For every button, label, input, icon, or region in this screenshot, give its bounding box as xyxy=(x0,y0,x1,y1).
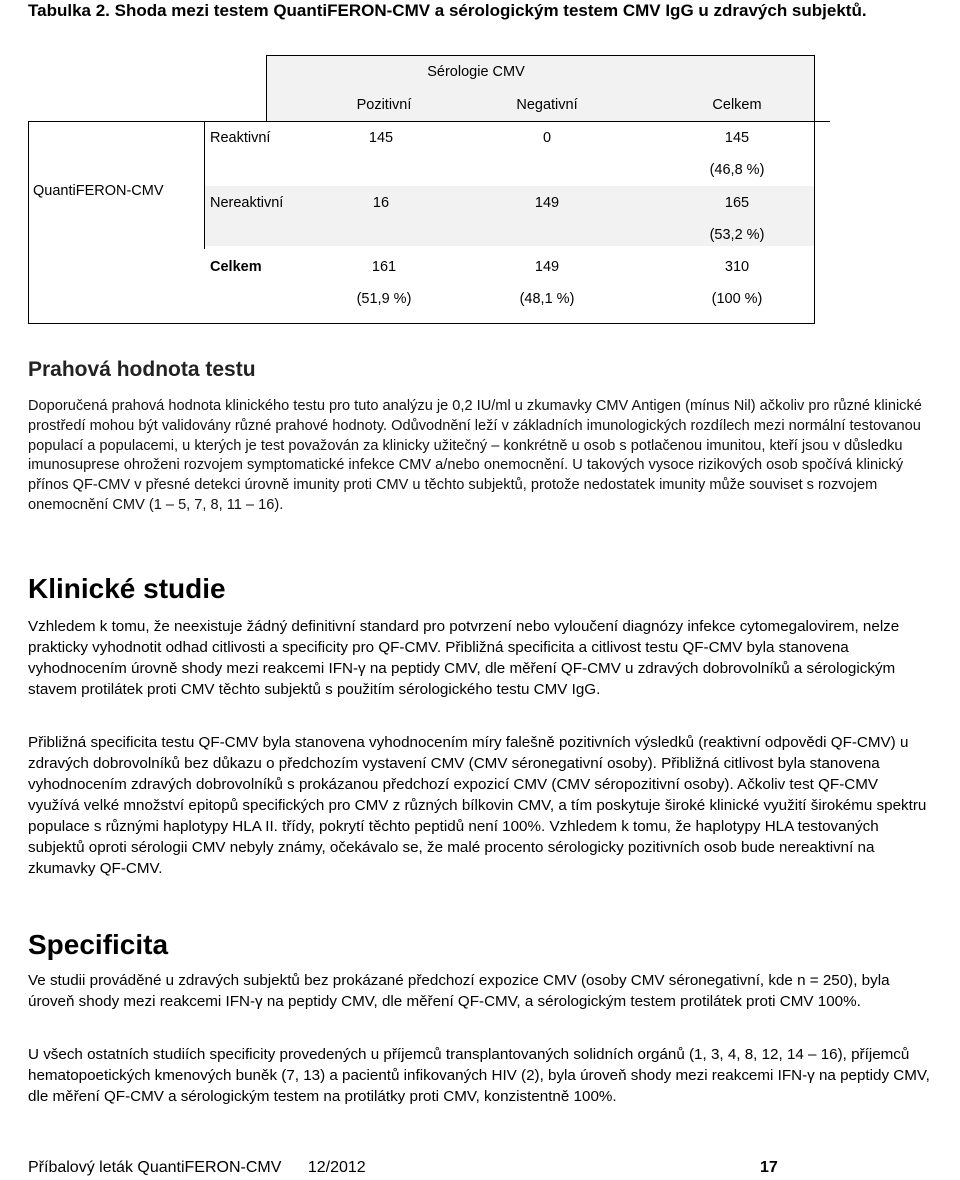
cell-total-total-pct: (100 %) xyxy=(711,291,763,307)
table-caption: Tabulka 2. Shoda mezi testem QuantiFERON-CMV a sérologickým testem CMV IgG u zdravých subjektů. xyxy=(28,1,867,20)
specificity-heading: Specificita xyxy=(28,929,169,960)
col-header-total: Celkem xyxy=(712,97,762,113)
row-label-total: Celkem xyxy=(210,259,262,275)
row-label-nonreactive: Nereaktivní xyxy=(210,195,284,211)
cell-reactive-total-pct: (46,8 %) xyxy=(709,162,765,178)
table-bottom-border xyxy=(28,323,815,324)
serology-header: Sérologie CMV xyxy=(427,64,525,80)
col-header-positive: Pozitivní xyxy=(356,97,412,113)
page-number: 17 xyxy=(760,1159,778,1176)
specificity-paragraph-2: U všech ostatních studiích specificity provedených u příjemců transplantovaných solidních orgánů (1, 3, 4, 8, 12, 14 – 16), příjemců hematopoetických kmenových buněk (7, 13) a pacientů infikovaných HIV (2), byla úroveň shody mezi reakcemi IFN-γ na peptidy CMV, dle měření QF-CMV a sérologickým testem na protilátky proti CMV, konzistentně 100%. xyxy=(28,1046,930,1105)
agreement-table xyxy=(0,0,960,330)
cell-reactive-total: 145 xyxy=(724,130,750,146)
cell-total-total: 310 xyxy=(724,259,750,275)
clinical-paragraph-2: Přibližná specificita testu QF-CMV byla stanovena vyhodnocením míry falešně pozitivních výsledků (reaktivní odpovědi QF-CMV) u zdravých dobrovolníků bez důkazu o předchozím vystavení CMV (CMV séronegativní osoby). Přibližná citlivost byla stanovena vyhodnocením zdravých dobrovolníků s prokázanou předchozí expozicí CMV (CMV séropozitivní osoby). Ačkoliv test QF-CMV využívá velké množství epitopů specifických pro CMV z různých bílkovin CMV, a tím poskytuje široké klinické využití širokému spektru populace s různými haplotypy HLA II. třídy, pokrytí těchto peptidů není 100%. Vzhledem k tomu, že haplotypy HLA testovaných subjektů oproti sérologii CMV nebyly známy, očekávalo se, že malé procento sérologicky pozitivních osob bude nereaktivní na zkumavky QF-CMV. xyxy=(28,734,927,877)
cell-total-positive-pct: (51,9 %) xyxy=(356,291,412,307)
threshold-paragraph: Doporučená prahová hodnota klinického testu pro tuto analýzu je 0,2 IU/ml u zkumavky CMV Antigen (mínus Nil) ačkoliv pro různé klinické prostředí mohou být validovány různé prahové hodnoty. Odůvodnění leží v základních imunologických rozdílech mezi normální testovanou populací a populacemi, u kterých je test považován za klinicky užitečný – konkrétně u osob s potlačenou imunitou, kteří jsou v důsledku imunosuprese ohroženi rozvojem symptomatické infekce CMV a/nebo onemocnění. U takových vysoce rizikových osob spočívá klinický přínos QF-CMV v přesné detekci úrovně imunity proti CMV u těchto subjektů, protože nedostatek imunity může souviset s rozvojem onemocnění CMV (1 – 5, 7, 8, 11 – 16). xyxy=(28,398,922,513)
table-group-divider xyxy=(204,121,205,249)
page-footer xyxy=(28,1158,778,1178)
footer-date: 12/2012 xyxy=(307,1159,366,1176)
col-header-negative: Negativní xyxy=(516,97,578,113)
table-header-border xyxy=(28,121,830,122)
clinical-paragraph-1: Vzhledem k tomu, že neexistuje žádný definitivní standard pro potvrzení nebo vyloučení diagnózy infekce cytomegalovirem, nelze prakticky vyhodnotit odhad citlivosti a specificity pro QF-CMV. Přibližná specificita a citlivost testu QF-CMV byla stanovena vyhodnocením úrovně shody mezi reakcemi IFN-γ na peptidy CMV, dle měření QF-CMV u zdravých dobrovolníků a sérologickým stavem protilátek proti CMV těchto subjektů s použitím sérologického testu CMV IgG. xyxy=(28,618,900,698)
table-header-left-border xyxy=(266,55,267,121)
table-top-border xyxy=(266,55,814,56)
cell-nonreactive-positive: 16 xyxy=(372,195,390,211)
table-left-border xyxy=(28,121,29,324)
cell-nonreactive-total: 165 xyxy=(724,195,750,211)
cell-nonreactive-negative: 149 xyxy=(534,195,560,211)
cell-reactive-negative: 0 xyxy=(542,130,552,146)
cell-total-negative: 149 xyxy=(534,259,560,275)
table-right-border xyxy=(814,55,815,324)
cell-nonreactive-total-pct: (53,2 %) xyxy=(709,227,765,243)
row-group-label: QuantiFERON-CMV xyxy=(33,183,164,199)
threshold-heading: Prahová hodnota testu xyxy=(28,358,256,381)
cell-total-positive: 161 xyxy=(371,259,397,275)
footer-product: Příbalový leták QuantiFERON-CMV xyxy=(28,1159,282,1176)
specificity-paragraph-1: Ve studii prováděné u zdravých subjektů bez prokázané předchozí expozice CMV (osoby CMV séronegativní, kde n = 250), byla úroveň shody mezi reakcemi IFN-γ na peptidy CMV, dle měření QF-CMV, a sérologickým testem protilátek proti CMV 100%. xyxy=(28,972,890,1010)
cell-reactive-positive: 145 xyxy=(368,130,394,146)
cell-total-negative-pct: (48,1 %) xyxy=(519,291,575,307)
row-label-reactive: Reaktivní xyxy=(210,130,271,146)
clinical-heading: Klinické studie xyxy=(28,573,226,604)
